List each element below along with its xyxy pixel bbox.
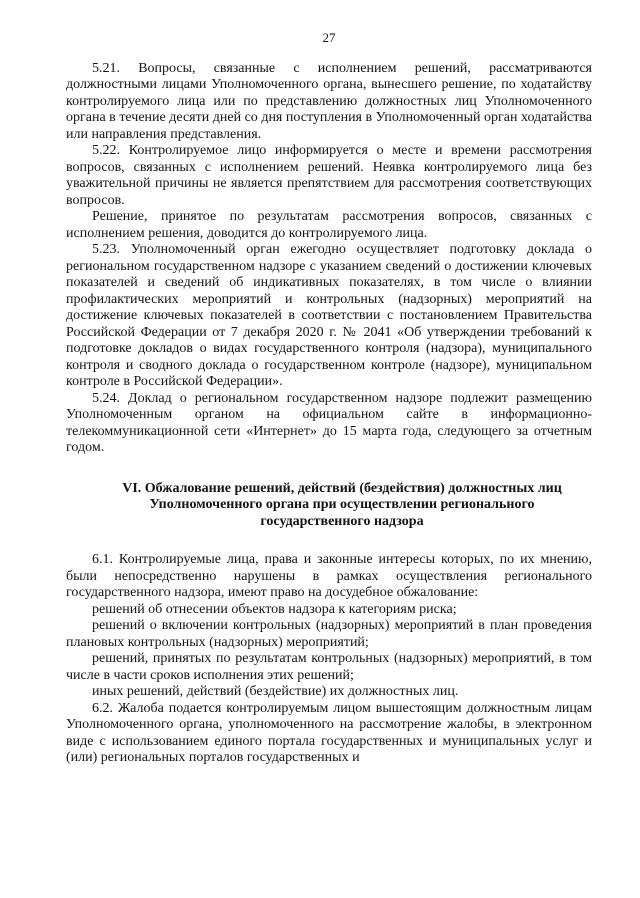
page-number: 27 (322, 30, 336, 45)
paragraph-5-21: 5.21. Вопросы, связанные с исполнением решений, рассматриваются должностными лицами Уполномоченного органа, вынесшего решение, по ходатайству контролируемого лица или по представлению должностных лиц Уполномоченного органа в течение десяти дней со дня поступления в Уполномоченный орган ходатайства или направления представления. (66, 60, 592, 142)
list-item-risk-categories: решений об отнесении объектов надзора к категориям риска; (92, 601, 457, 617)
list-item-other-decisions: иных решений, действий (бездействие) их должностных лиц. (92, 684, 459, 699)
heading-line-3: государственного надзора (260, 513, 424, 529)
list-item-plan-inclusion: решений о включении контрольных (надзорных) мероприятий в план проведения плановых контрольных (надзорных) мероприятий; (66, 618, 592, 650)
paragraph-decision: Решение, принятое по результатам рассмотрения вопросов, связанных с исполнением решения, доводится до контролируемого лица. (66, 209, 592, 241)
paragraph-5-23: 5.23. Уполномоченный орган ежегодно осуществляет подготовку доклада о региональном государственном надзоре с указанием сведений о достижении ключевых показателей и сведений об индикативных показателях, в том числе о влиянии профилактических мероприятий и контрольных (надзорных) мероприятий на достижение ключевых показателей в соответствии с постановлением Правительства Российской Федерации от 7 декабря 2020 г. № 2041 «Об утверждении требований к подготовке докладов о видах государственного контроля (надзора), муниципального контроля и сводного доклада о государственном контроле (надзоре), муниципальном контроле в Российской Федерации». (66, 242, 592, 389)
paragraph-6-1: 6.1. Контролируемые лица, права и законные интересы которых, по их мнению, были непосредственно нарушены в рамках осуществления регионального государственного надзора, имеют право на досудебное обжалование: (66, 552, 592, 600)
list-item-results-decisions: решений, принятых по результатам контрольных (надзорных) мероприятий, в том числе в части сроков исполнения этих решений; (66, 651, 592, 683)
paragraph-5-22: 5.22. Контролируемое лицо информируется о месте и времени рассмотрения вопросов, связанных с исполнением решений. Неявка контролируемого лица без уважительной причины не является препятствием для рассмотрения соответствующих вопросов. (66, 143, 592, 208)
heading-line-1: VI. Обжалование решений, действий (бездействия) должностных лиц (122, 480, 562, 496)
section-heading-vi (66, 481, 592, 531)
heading-line-2: Уполномоченного органа при осуществлении регионального (149, 497, 535, 512)
paragraph-6-2: 6.2. Жалоба подается контролируемым лицом вышестоящим должностным лицам Уполномоченного органа, уполномоченного на рассмотрение жалобы, в электронном виде с использованием единого портала государственных и муниципальных услуг и (или) региональных порталов государственных и (66, 700, 592, 765)
paragraph-5-24: 5.24. Доклад о региональном государственном надзоре подлежит размещению Уполномоченным органом на официальном сайте в информационно-телекоммуникационной сети «Интернет» до 15 марта года, следующего за отчетным годом. (66, 390, 592, 455)
